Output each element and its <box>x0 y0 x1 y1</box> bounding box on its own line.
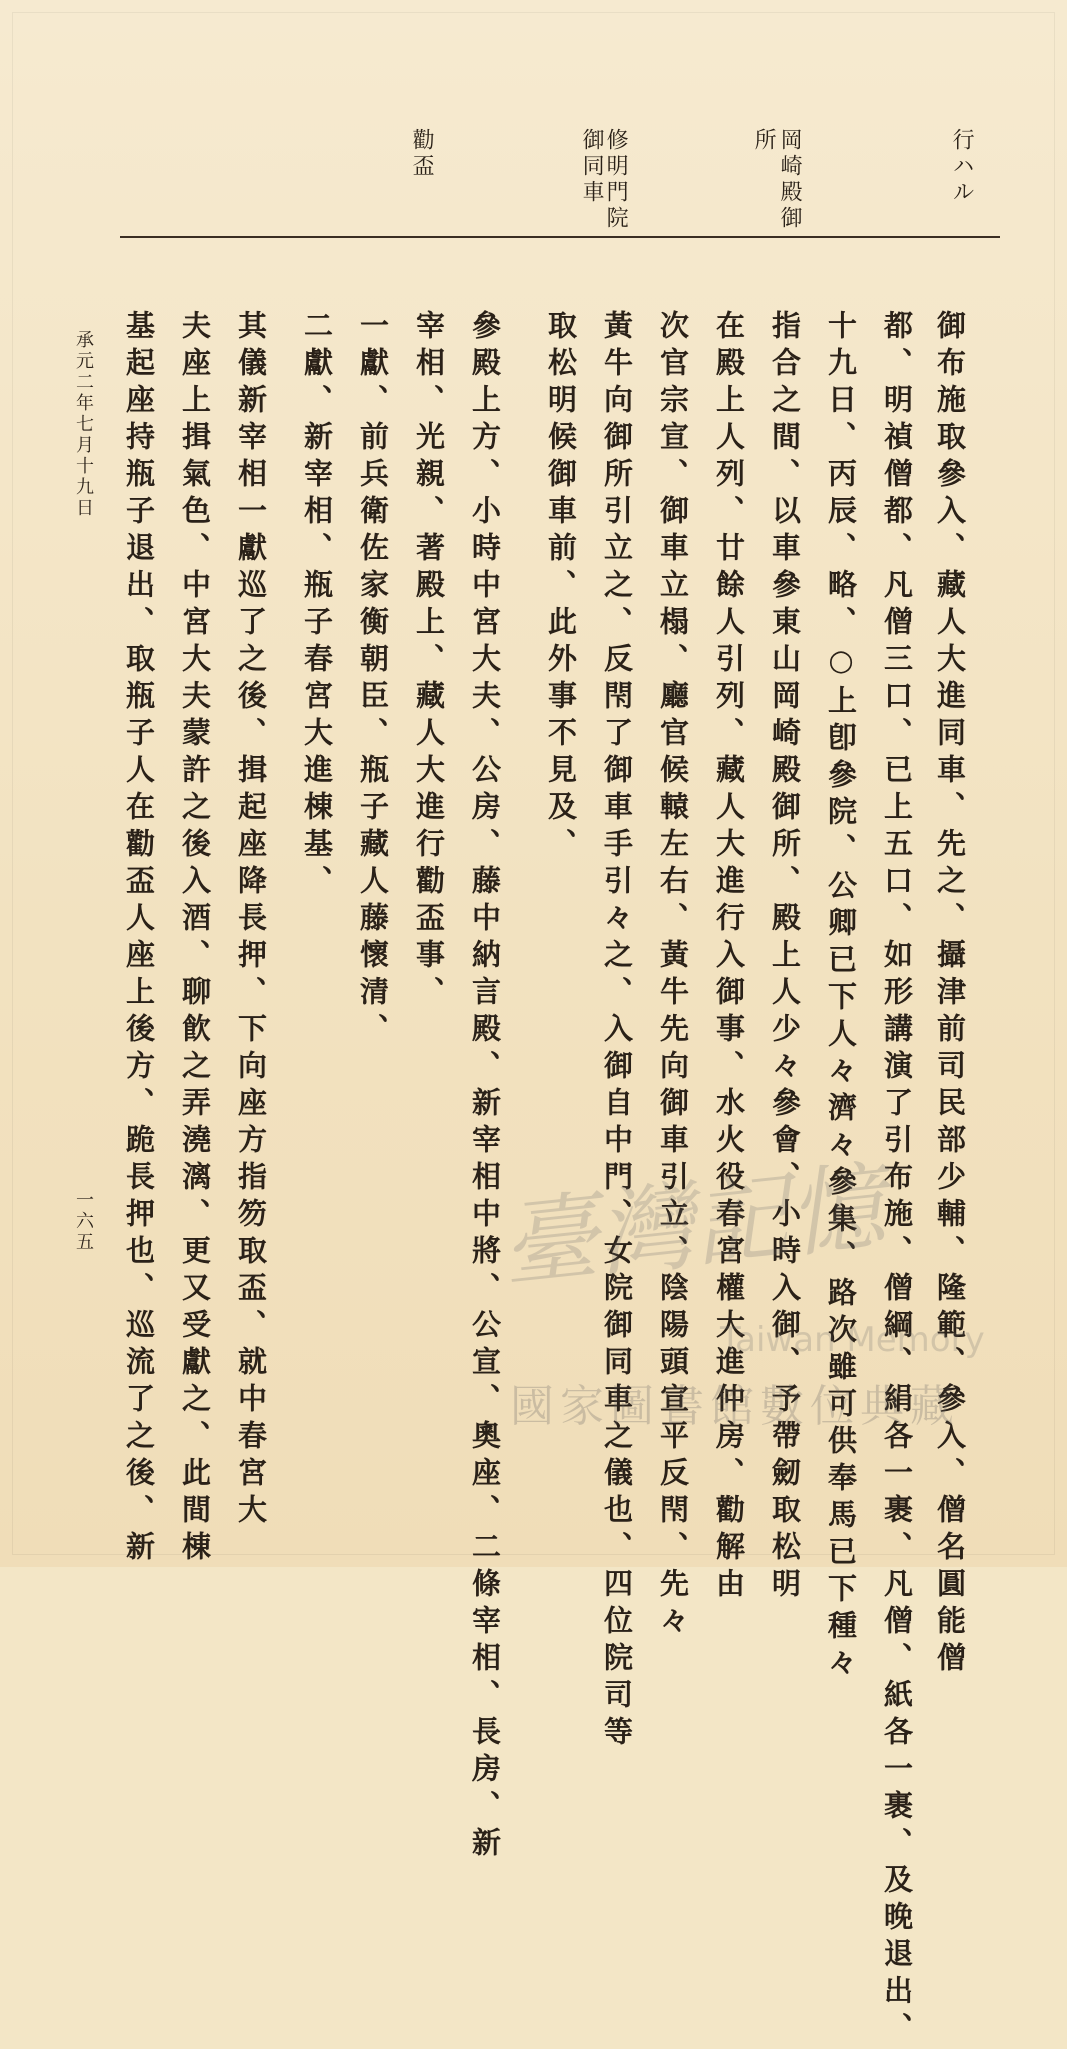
body-line-10: 宰相、光親、著殿上、藏人大進行勸盃事、 <box>412 310 446 1013</box>
body-line-8: 取松明候御車前、此外事不見及、 <box>544 310 578 865</box>
body-line-5: 在殿上人列、廿餘人引列、藏人大進行入御事、水火役春宮權大進仲房、勸解由 <box>712 310 746 1605</box>
body-line-13: 其儀新宰相一獻巡了之後、揖起座降長押、下向座方指笏取盃、就中春宮大 <box>234 310 268 1531</box>
footer-date: 承元二年七月十九日 <box>73 330 94 519</box>
body-line-11: 一獻、前兵衛佐家衡朝臣、瓶子藏人藤懷清、 <box>356 310 390 1050</box>
body-line-9: 參殿上方、小時中宮大夫、公房、藤中納言殿、新宰相中將、公宣、奧座、二條宰相、長房、新 <box>468 310 502 1864</box>
body-line-6: 次官宗宣、御車立榻、廳官候轅左右、黃牛先向御車引立、陰陽頭宣平反閇、先々 <box>656 310 690 1642</box>
body-line-2: 都、明禎僧都、凡僧三口、已上五口、如形講演了引布施、僧綱、絹各一裹、凡僧、紙各一裹、及晚退出、 <box>880 310 914 2049</box>
watermark-subtitle: Taiwan Memory <box>720 1320 985 1360</box>
header-rule <box>120 236 1000 238</box>
header-label-3b: 御同車 <box>579 128 605 206</box>
body-line-15: 基起座持瓶子退出、取瓶子人在勸盃人座上後方、跪長押也、巡流了之後、新 <box>122 310 156 1568</box>
header-label-2a: 岡崎殿御 <box>777 128 803 232</box>
watermark-line: 國家圖書館數位典藏 <box>510 1381 960 1432</box>
page-number: 一六五 <box>73 1190 94 1253</box>
header-label-4: 勸盃 <box>409 128 435 180</box>
header-label-1: 行ハル <box>949 128 975 206</box>
body-line-1: 御布施取參入、藏人大進同車、先之、攝津前司民部少輔、隆範、參入、僧名圓能僧 <box>933 310 967 1679</box>
watermark-logo: 臺灣記憶 <box>495 1150 890 1302</box>
body-line-12: 二獻、新宰相、瓶子春宮大進棟基、 <box>300 310 334 902</box>
body-line-14: 夫座上揖氣色、中宮大夫蒙許之後入酒、聊飮之弄澆漓、更又受獻之、此間棟 <box>178 310 212 1568</box>
header-label-2b: 所 <box>751 128 777 154</box>
body-line-4: 指合之間、以車參東山岡崎殿御所、殿上人少々參會、小時入御、予帶劒取松明 <box>768 310 802 1605</box>
body-line-7: 黃牛向御所引立之、反閇了御車手引々之、入御自中門、女院御同車之儀也、四位院司等 <box>600 310 634 1753</box>
header-label-3a: 修明門院 <box>603 128 629 232</box>
body-line-3: 十九日、丙辰、略、○上卽參院、公卿已下人々濟々參集、路次雖可供奉馬已下種々 <box>824 310 858 1684</box>
